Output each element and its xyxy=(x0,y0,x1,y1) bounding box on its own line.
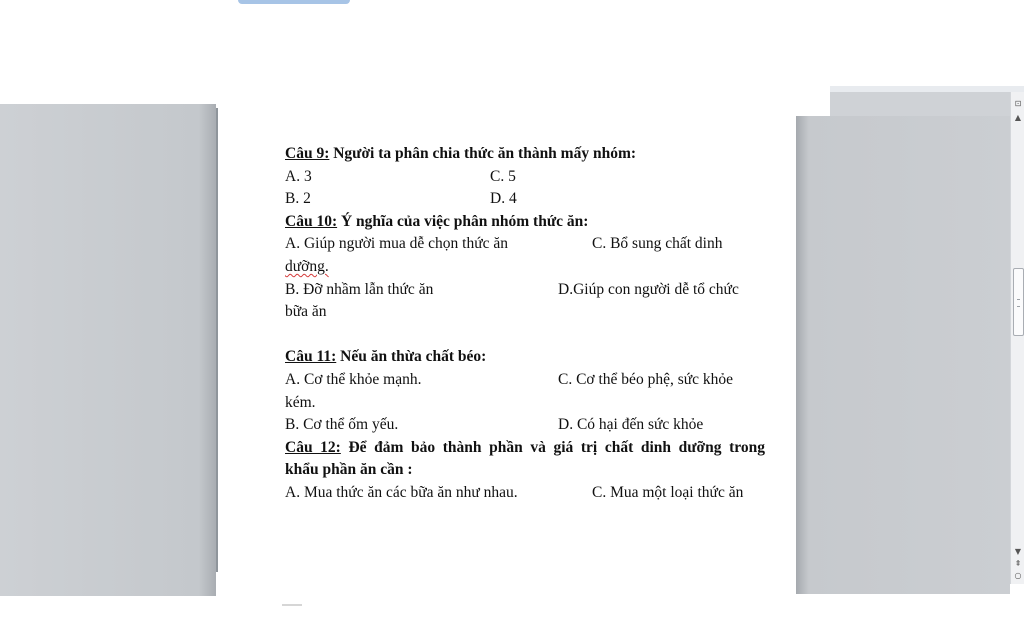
answer-row xyxy=(285,166,765,189)
blank-line xyxy=(285,324,765,347)
question-label: Câu 12: xyxy=(285,438,341,456)
answer-a: A. Giúp người mua dễ chọn thức ăn xyxy=(285,235,509,253)
answer-d: D. 4 xyxy=(490,190,517,208)
question-12-title xyxy=(285,437,765,460)
arrow-down-icon[interactable]: ▼ xyxy=(1014,547,1022,556)
answer-row xyxy=(285,233,765,256)
answer-b-continued: bữa ăn xyxy=(285,303,327,321)
question-text-continued: khẩu phần ăn cần : xyxy=(285,461,413,479)
answer-d: D. Có hại đến sức khỏe xyxy=(558,416,704,434)
circle-icon[interactable]: ○ xyxy=(1014,571,1022,580)
answer-continuation xyxy=(285,301,765,324)
answer-c: C. Mua một loại thức ăn xyxy=(592,483,744,501)
question-label: Câu 10: xyxy=(285,212,338,230)
answer-row xyxy=(285,188,765,211)
answer-row xyxy=(285,369,765,392)
answer-continuation xyxy=(285,256,765,279)
vertical-scrollbar[interactable] xyxy=(1010,92,1024,584)
answer-a: A. Cơ thể khỏe mạnh. xyxy=(285,370,422,388)
answer-c-continued: kém. xyxy=(285,393,316,411)
answer-d: D.Giúp con người dễ tổ chức xyxy=(558,280,739,298)
window-top-accent xyxy=(238,0,350,4)
answer-c-continued: dưỡng. xyxy=(285,257,329,275)
answer-continuation xyxy=(285,392,765,415)
page-edge-mark xyxy=(282,604,302,606)
question-10-title xyxy=(285,211,765,234)
document-body[interactable] xyxy=(285,143,765,505)
question-text: Ý nghĩa của việc phân nhóm thức ăn: xyxy=(337,212,589,230)
answer-a: A. 3 xyxy=(285,167,312,185)
scrollbar-thumb[interactable] xyxy=(1013,268,1024,336)
double-arrow-up-icon[interactable]: ⇞ xyxy=(1014,559,1022,568)
question-text: Nếu ăn thừa chất béo: xyxy=(336,348,487,366)
question-label: Câu 9: xyxy=(285,145,330,162)
workspace-background-left xyxy=(0,104,216,596)
arrow-up-icon[interactable]: ▲ xyxy=(1014,113,1022,122)
question-text: Để đảm bảo thành phần và giá trị chất dinh dưỡng trong xyxy=(340,438,765,456)
question-11-title xyxy=(285,346,765,369)
ruler-toggle-icon[interactable]: ⊡ xyxy=(1014,99,1022,108)
answer-c: C. 5 xyxy=(490,167,516,185)
answer-a: A. Mua thức ăn các bữa ăn như nhau. xyxy=(285,483,518,501)
answer-b: B. Đỡ nhầm lẫn thức ăn xyxy=(285,280,434,298)
answer-row xyxy=(285,482,765,505)
answer-b: B. 2 xyxy=(285,190,311,208)
answer-b: B. Cơ thể ốm yếu. xyxy=(285,416,399,434)
question-text: Người ta phân chia thức ăn thành mấy nhóm: xyxy=(329,145,637,162)
answer-c: C. Bổ sung chất dinh xyxy=(592,235,723,253)
question-label: Câu 11: xyxy=(285,348,337,366)
answer-c: C. Cơ thể béo phệ, sức khỏe xyxy=(558,370,734,388)
workspace-background-right xyxy=(796,116,1010,594)
workspace-background xyxy=(830,92,1010,118)
answer-row xyxy=(285,279,765,302)
grip-icon xyxy=(1017,299,1020,307)
answer-row xyxy=(285,414,765,437)
question-12-title-continued xyxy=(285,459,765,482)
question-9-title xyxy=(285,143,765,166)
